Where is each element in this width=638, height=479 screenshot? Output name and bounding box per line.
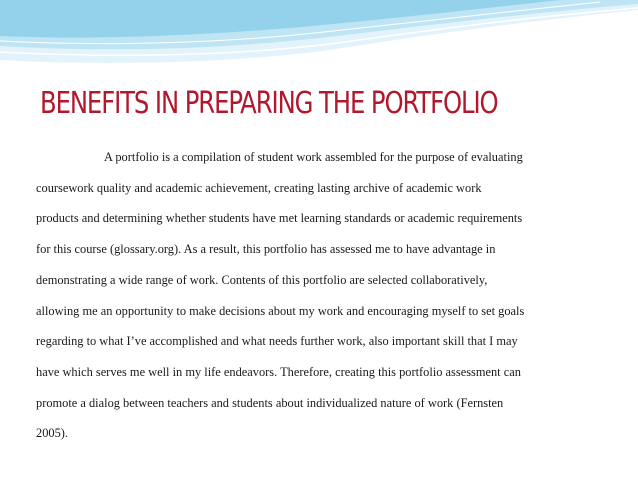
paragraph-line: coursework quality and academic achievement, creating lasting archive of academic work: [36, 180, 482, 195]
paragraph-line: 2005).: [36, 426, 69, 441]
paragraph-line: demonstrating a wide range of work. Contents of this portfolio are selected collaboratively,: [36, 272, 488, 287]
paragraph-line: for this course (glossary.org). As a result, this portfolio has assessed me to have advantage in: [36, 242, 496, 257]
paragraph-line: allowing me an opportunity to make decisions about my work and encouraging myself to set goals: [36, 303, 525, 318]
body-paragraph: [36, 142, 606, 449]
paragraph-line: A portfolio is a compilation of student work assembled for the purpose of evaluating: [104, 150, 523, 164]
paragraph-line: regarding to what I’ve accomplished and what needs further work, also important skill that I may: [36, 334, 518, 349]
paragraph-line: products and determining whether students have met learning standards or academic requirements: [36, 211, 523, 226]
paragraph-line: promote a dialog between teachers and students about individualized nature of work (Fernsten: [36, 395, 504, 410]
paragraph-line: have which serves me well in my life endeavors. Therefore, creating this portfolio assessment can: [36, 364, 521, 379]
slide-title: BENEFITS IN PREPARING THE PORTFOLIO: [40, 86, 498, 121]
wave-header-decoration: [0, 0, 638, 70]
